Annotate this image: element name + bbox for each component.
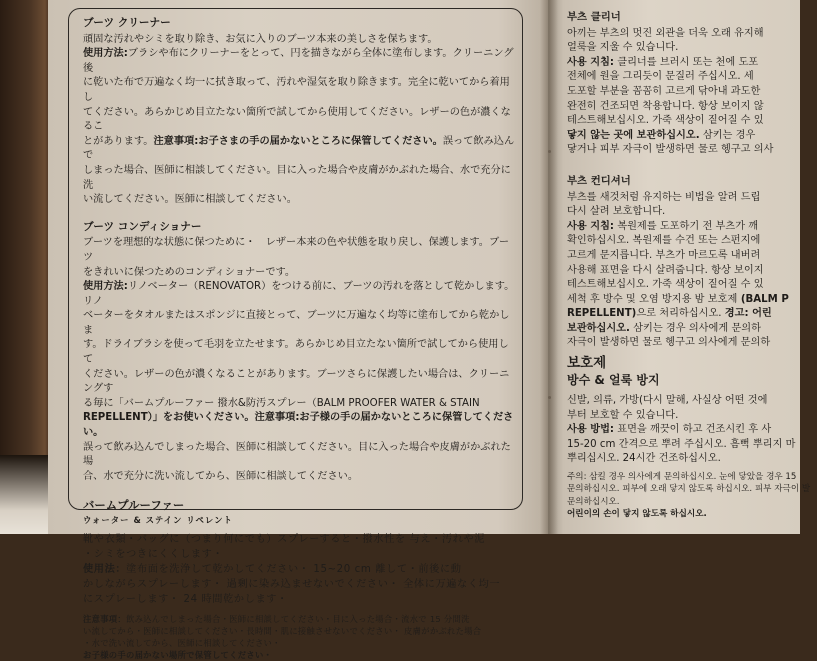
text-line: しまった場合、医師に相談してください。目に入った場合や皮膚がかぶれた場合、水で充分に洗 xyxy=(83,164,511,191)
warning-text: 닿지 않는 곳에 보관하십시오. xyxy=(567,129,700,141)
japanese-text-block xyxy=(83,14,515,661)
text-span: 으로 처리하십시오. xyxy=(636,308,725,320)
book-gutter xyxy=(540,0,558,534)
section-title: ブーツ クリーナー xyxy=(83,17,171,29)
text-line: ブーツを理想的な状態に保つために・ レザー本来の色や状態を取り戻し、保護します。ブーツ xyxy=(83,237,510,263)
text-line: 고르게 문지릅니다. 부츠가 마르도록 내버려 xyxy=(567,249,761,261)
text-line: 완전히 건조되면 착용합니다. 항상 보이지 않 xyxy=(567,100,764,112)
text-line xyxy=(83,135,515,164)
text-span: 클리너를 브러시 또는 천에 도포 xyxy=(614,56,759,68)
text-line: 신발, 의류, 가방(다시 말해, 사실상 어떤 것에 xyxy=(567,395,768,407)
text-span: 세척 후 방수 및 오염 방지용 밤 보호제 xyxy=(567,293,738,305)
text-line xyxy=(83,47,515,76)
section-subtitle: 방수 & 얼룩 방지 xyxy=(567,373,660,388)
section-title: ブーツ コンディショナー xyxy=(83,220,202,233)
text-line: にスプレーします・ 24 時間乾かします・ xyxy=(83,593,288,605)
text-span: 飲み込んでしまった場合・医師に相談してください・目に入った場合・流水で 15 分間洗 xyxy=(126,613,470,624)
text-line: ・シミをつきにくくします・ xyxy=(83,548,224,560)
text-span: とがあります。 xyxy=(83,135,154,147)
product-name: REPELLENT）」をお使いください。 xyxy=(83,412,255,424)
text-line: 전체에 원을 그리듯이 문질러 주십시오. 세 xyxy=(567,71,754,83)
label: 注意事項： xyxy=(83,613,126,624)
warning-text: 경고: 어린 xyxy=(724,308,772,320)
product-name: (BALM P xyxy=(737,293,789,305)
text-line: 확인하십시오. 복원제를 수건 또는 스펀지에 xyxy=(567,235,761,247)
text-line xyxy=(567,220,817,235)
text-line xyxy=(83,613,515,625)
text-line xyxy=(83,411,515,440)
text-line xyxy=(83,562,515,577)
warning-text: 注意事項:お子さまの手の届かないところに保管してください。 xyxy=(153,135,443,147)
text-line: てください。あらかじめ目立たない箇所で試してから使用してください。レザーの色が濃くなるこ xyxy=(83,106,511,133)
binding-hole xyxy=(548,396,551,399)
text-line: 얼룩을 지울 수 있습니다. xyxy=(567,42,679,54)
spacer xyxy=(567,158,817,172)
label: 사용 지침: xyxy=(567,220,614,232)
text-span: 복원제를 도포하기 전 부츠가 깨 xyxy=(614,220,759,232)
label: 使用方法: xyxy=(83,281,128,293)
warning-text: 注意事項:お子様の手の届かないところに保管してください。 xyxy=(83,412,514,439)
text-line: い流してください。医師に相談してください。 xyxy=(83,194,297,206)
label: 사용 지침: xyxy=(567,56,614,68)
text-line: 테스트해보십시오. 가죽 색상이 짙어질 수 있 xyxy=(567,115,764,127)
text-line: 頑固な汚れやシミを取り除き、お気に入りのブーツ本来の美しさを保ちます。 xyxy=(83,33,438,45)
text-line: 뿌리십시오. 24시간 건조하십시오. xyxy=(567,453,721,465)
text-line: い流してから・医師に相談してください・長時間・肌に接触させないでください・ 皮膚がかぶれた場合 xyxy=(83,625,482,636)
text-span: 삼키는 경우 의사에게 문의하 xyxy=(629,322,761,334)
section-subtitle: ウォーター & ステイン リペレント xyxy=(83,515,233,525)
text-line: 닿거나 피부 자극이 발생하면 물로 헹구고 의사 xyxy=(567,144,774,156)
text-line: 자극이 발생하면 물로 헹구고 의사에게 문의하 xyxy=(567,337,771,349)
text-line: 사용해 표면을 다시 살려줍니다. 항상 보이지 xyxy=(567,264,764,276)
text-line xyxy=(567,307,817,322)
text-line: 다시 살려 보호합니다. xyxy=(567,206,666,218)
label: 사용 방법: xyxy=(567,424,614,436)
binding-hole xyxy=(548,150,551,153)
text-span: 삼키는 경우 xyxy=(699,129,756,141)
text-line: 주의: 삼킬 경우 의사에게 문의하십시오. 눈에 닿았을 경우 15 xyxy=(567,472,797,483)
text-line: 부츠를 새것처럼 유지하는 비법을 알려 드립 xyxy=(567,191,761,203)
section-title: バームプルーファー xyxy=(83,498,185,513)
text-line: 어린이의 손이 닿지 않도록 하십시오. xyxy=(567,509,707,520)
product-name: REPELLENT) xyxy=(567,308,637,320)
text-line: 合、水で充分に洗い流してから、医師に相談してください。 xyxy=(83,470,359,482)
text-line: 도포할 부분을 꼼꼼히 고르게 닦아내 과도한 xyxy=(567,85,761,97)
text-line xyxy=(567,56,817,71)
text-span: ブラシや布にクリーナーをとって、円を描きながら全体に塗布します。クリーニング後 xyxy=(83,48,514,74)
text-line xyxy=(567,129,817,144)
text-line: ・水で洗い流してから、医師に相談してください・ xyxy=(83,638,281,648)
text-line: かしながらスプレーします・ 過剰に染み込ませないでください・ 全体に万遍なく均一 xyxy=(83,578,501,590)
text-line: 靴や衣類・バッグに（つまり何にでも）スプレーすると・撥水性を 与え・汚れや泥 xyxy=(83,533,486,545)
warning-text: 보관하십시오. xyxy=(567,322,630,334)
text-line xyxy=(567,293,817,308)
text-line: す。ドライブラシを使って毛羽を立たせます。あらかじめ目立たない箇所で試してから使用して xyxy=(83,339,509,366)
text-line: 誤って飲み込んでしまった場合、医師に相談してください。目に入った場合や皮膚がかぶれた場 xyxy=(83,441,511,468)
text-line: ください。レザーの色が濃くなることがあります。ブーツさらに保護したい場合は、クリーニングす xyxy=(83,368,510,395)
spacer xyxy=(83,484,515,494)
text-line: お子様の手の届かない場所で保管してください・ xyxy=(83,650,273,661)
text-span: 표면을 깨끗이 하고 건조시킨 후 사 xyxy=(614,424,772,436)
text-line xyxy=(567,322,817,337)
label: 使用方法: xyxy=(83,48,128,60)
text-line: 문의하십시오. xyxy=(567,496,620,507)
text-line: 문의하십시오. 피부에 오래 닿지 않도록 하십시오. 피부 자극이 발 xyxy=(567,484,811,495)
text-line: る毎に「バームプルーファー 撥水&防汚スプレー（BALM PROOFER WATER & STAIN xyxy=(83,397,480,409)
text-span: リノベーター（RENOVATOR）をつける前に、ブーツの汚れを落として乾かします。リノ xyxy=(83,281,515,307)
text-line: をきれいに保つためのコンディショナーです。 xyxy=(83,266,296,278)
korean-text-block xyxy=(567,8,817,521)
text-line: に乾いた布で万遍なく均一に拭き取って、汚れや湿気を取り除きます。完全に乾いてから着用し xyxy=(83,77,510,103)
spacer xyxy=(83,208,515,218)
section-title: 부츠 컨디셔너 xyxy=(567,174,631,187)
background-surface xyxy=(0,455,48,534)
text-span: 塗布面を洗浄して乾かしてください・ 15~20 cm 離して・前後に動 xyxy=(126,563,462,575)
text-line: 부터 보호할 수 있습니다. xyxy=(567,409,679,421)
text-line xyxy=(83,280,515,309)
label: 使用法： xyxy=(83,563,127,575)
text-line: 테스트해보십시오. 가죽 색상이 짙어질 수 있 xyxy=(567,279,764,291)
text-span: 誤って飲み込んで xyxy=(83,135,515,162)
section-title: 보호제 xyxy=(567,355,607,372)
section-title: 부츠 클리너 xyxy=(567,11,621,23)
text-line: 아끼는 부츠의 멋진 외관을 더욱 오래 유지해 xyxy=(567,27,764,39)
text-line: 15-20 cm 간격으로 뿌려 주십시오. 흠뻑 뿌리지 마 xyxy=(567,438,796,450)
text-line xyxy=(567,423,817,438)
text-line: ベーターをタオルまたはスポンジに直接とって、ブーツに万遍なく均等に塗布してから乾かしま xyxy=(83,310,510,336)
